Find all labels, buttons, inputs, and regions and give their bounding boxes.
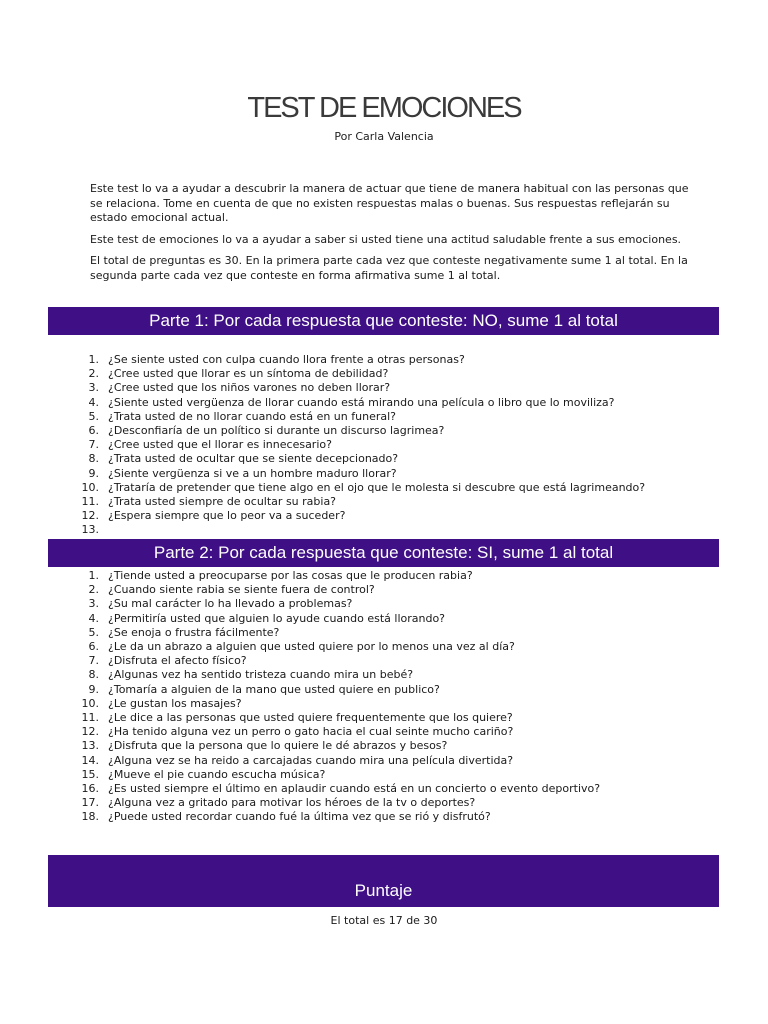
question-item — [75, 410, 645, 424]
question-item — [75, 353, 645, 367]
question-text: ¿Le da un abrazo a alguien que usted quiere por lo menos una vez al día? — [108, 640, 515, 654]
question-text: ¿Disfruta el afecto físico? — [108, 654, 247, 668]
question-item — [75, 367, 645, 381]
question-number: 17. — [81, 796, 99, 810]
question-item — [75, 754, 600, 768]
question-text: ¿Alguna vez a gritado para motivar los héroes de la tv o deportes? — [108, 796, 476, 810]
question-item — [75, 523, 645, 537]
question-item — [75, 782, 600, 796]
question-item — [75, 668, 600, 682]
question-text: ¿Tiende usted a preocuparse por las cosas que le producen rabia? — [108, 569, 473, 582]
question-item — [75, 711, 600, 725]
question-item — [75, 739, 600, 753]
part1-heading-banner: Parte 1: Por cada respuesta que conteste: NO, sume 1 al total — [48, 307, 719, 335]
question-number: 10. — [81, 480, 99, 494]
intro-paragraph: Este test lo va a ayudar a descubrir la manera de actuar que tiene de manera habitual con las personas que se relaciona. Tome en cuenta de que no existen respuestas malas o buenas. Sus respuestas reflejarán su estado emocional actual. — [90, 182, 689, 224]
question-number: 2. — [88, 583, 99, 597]
score-total-text: El total es 17 de 30 — [330, 914, 438, 927]
question-text: ¿Ha tenido alguna vez un perro o gato hacia el cual seinte mucho cariño? — [108, 725, 514, 739]
question-text: ¿Siente vergüenza si ve a un hombre maduro llorar? — [108, 466, 397, 480]
question-text: ¿Tomaría a alguien de la mano que usted quiere en publico? — [108, 682, 440, 696]
question-number: 3. — [88, 597, 99, 611]
question-text: ¿Se enoja o frustra fácilmente? — [108, 625, 280, 639]
question-text: ¿Cree usted que los niños varones no deben llorar? — [108, 381, 391, 395]
part2-question-list — [75, 569, 600, 825]
question-text: ¿Le dice a las personas que usted quiere frequentemente que los quiere? — [108, 711, 513, 725]
question-item — [75, 424, 645, 438]
question-number: 8. — [88, 452, 99, 466]
question-text: ¿Su mal carácter lo ha llevado a problemas? — [108, 597, 353, 611]
question-item — [75, 569, 600, 583]
part2-heading-banner: Parte 2: Por cada respuesta que conteste: SI, sume 1 al total — [48, 539, 719, 567]
question-number: 6. — [88, 424, 99, 438]
question-number: 5. — [88, 625, 99, 639]
score-heading-banner: Puntaje — [48, 855, 719, 907]
question-number: 12. — [81, 725, 99, 739]
question-text: ¿Es usted siempre el último en aplaudir cuando está en un concierto o evento deportivo? — [108, 782, 601, 796]
question-text: ¿Trataría de pretender que tiene algo en el ojo que le molesta si descubre que está lagrimeando? — [108, 480, 646, 494]
question-item — [75, 796, 600, 810]
question-number: 6. — [88, 640, 99, 654]
question-item — [75, 626, 600, 640]
question-number: 13. — [81, 739, 99, 753]
question-item — [75, 768, 600, 782]
question-text: ¿Trata usted de no llorar cuando está en un funeral? — [108, 409, 396, 423]
question-number: 8. — [88, 668, 99, 682]
question-number: 11. — [81, 495, 99, 509]
question-text: ¿Se siente usted con culpa cuando llora frente a otras personas? — [108, 353, 465, 366]
question-item — [75, 467, 645, 481]
question-item — [75, 597, 600, 611]
question-text: ¿Desconfiaría de un político si durante un discurso lagrimea? — [108, 424, 445, 438]
question-text: ¿Cuando siente rabia se siente fuera de control? — [108, 583, 375, 597]
question-number: 13. — [81, 523, 99, 537]
question-item — [75, 509, 645, 523]
question-number: 4. — [88, 395, 99, 409]
intro-paragraph: Este test de emociones lo va a ayudar a saber si usted tiene una actitud saludable frente a sus emociones. — [90, 232, 682, 246]
intro-section — [90, 182, 690, 290]
question-item — [75, 381, 645, 395]
question-item — [75, 452, 645, 466]
question-text: ¿Trata usted de ocultar que se siente decepcionado? — [108, 452, 399, 466]
question-number: 5. — [88, 409, 99, 423]
question-number: 12. — [81, 509, 99, 523]
question-number: 16. — [81, 782, 99, 796]
question-text: ¿Le gustan los masajes? — [108, 696, 242, 710]
question-number: 15. — [81, 767, 99, 781]
question-number: 1. — [88, 353, 99, 366]
question-item — [75, 654, 600, 668]
question-item — [75, 495, 645, 509]
question-item — [75, 583, 600, 597]
question-number: 9. — [88, 466, 99, 480]
question-item — [75, 396, 645, 410]
question-item — [75, 640, 600, 654]
question-number: 4. — [88, 611, 99, 625]
question-text: ¿Trata usted siempre de ocultar su rabia? — [108, 495, 337, 509]
question-number: 3. — [88, 381, 99, 395]
question-text: ¿Siente usted vergüenza de llorar cuando está mirando una película o libro que lo moviliza? — [108, 395, 615, 409]
question-number: 7. — [88, 654, 99, 668]
question-text: ¿Mueve el pie cuando escucha música? — [108, 767, 326, 781]
question-text: ¿Cree usted que el llorar es innecesario? — [108, 438, 332, 452]
question-text: ¿Permitiría usted que alguien lo ayude cuando está llorando? — [108, 611, 446, 625]
question-number: 7. — [88, 438, 99, 452]
question-number: 14. — [81, 753, 99, 767]
question-text: ¿Espera siempre que lo peor va a suceder? — [108, 509, 346, 523]
question-item — [75, 697, 600, 711]
question-item — [75, 438, 645, 452]
question-number: 1. — [88, 569, 99, 582]
author-byline: Por Carla Valencia — [334, 130, 434, 143]
question-item — [75, 683, 600, 697]
question-text: ¿Disfruta que la persona que lo quiere le dé abrazos y besos? — [108, 739, 448, 753]
question-number: 11. — [81, 711, 99, 725]
part1-question-list — [75, 353, 645, 538]
question-text: ¿Algunas vez ha sentido tristeza cuando mira un bebé? — [108, 668, 414, 682]
question-item — [75, 725, 600, 739]
question-item — [75, 810, 600, 824]
question-item — [75, 612, 600, 626]
question-number: 9. — [88, 682, 99, 696]
question-item — [75, 481, 645, 495]
question-number: 10. — [81, 696, 99, 710]
question-text: ¿Puede usted recordar cuando fué la última vez que se rió y disfrutó? — [108, 810, 491, 824]
intro-paragraph: El total de preguntas es 30. En la primera parte cada vez que conteste negativamente sume 1 al total. En la segunda parte cada vez que conteste en forma afirmativa sume 1 al total. — [90, 254, 688, 282]
question-number: 18. — [81, 810, 99, 824]
question-text: ¿Cree usted que llorar es un síntoma de debilidad? — [108, 367, 389, 381]
page-title: TEST DE EMOCIONES — [247, 92, 521, 124]
question-text: ¿Alguna vez se ha reido a carcajadas cuando mira una película divertida? — [108, 753, 514, 767]
question-number: 2. — [88, 367, 99, 381]
